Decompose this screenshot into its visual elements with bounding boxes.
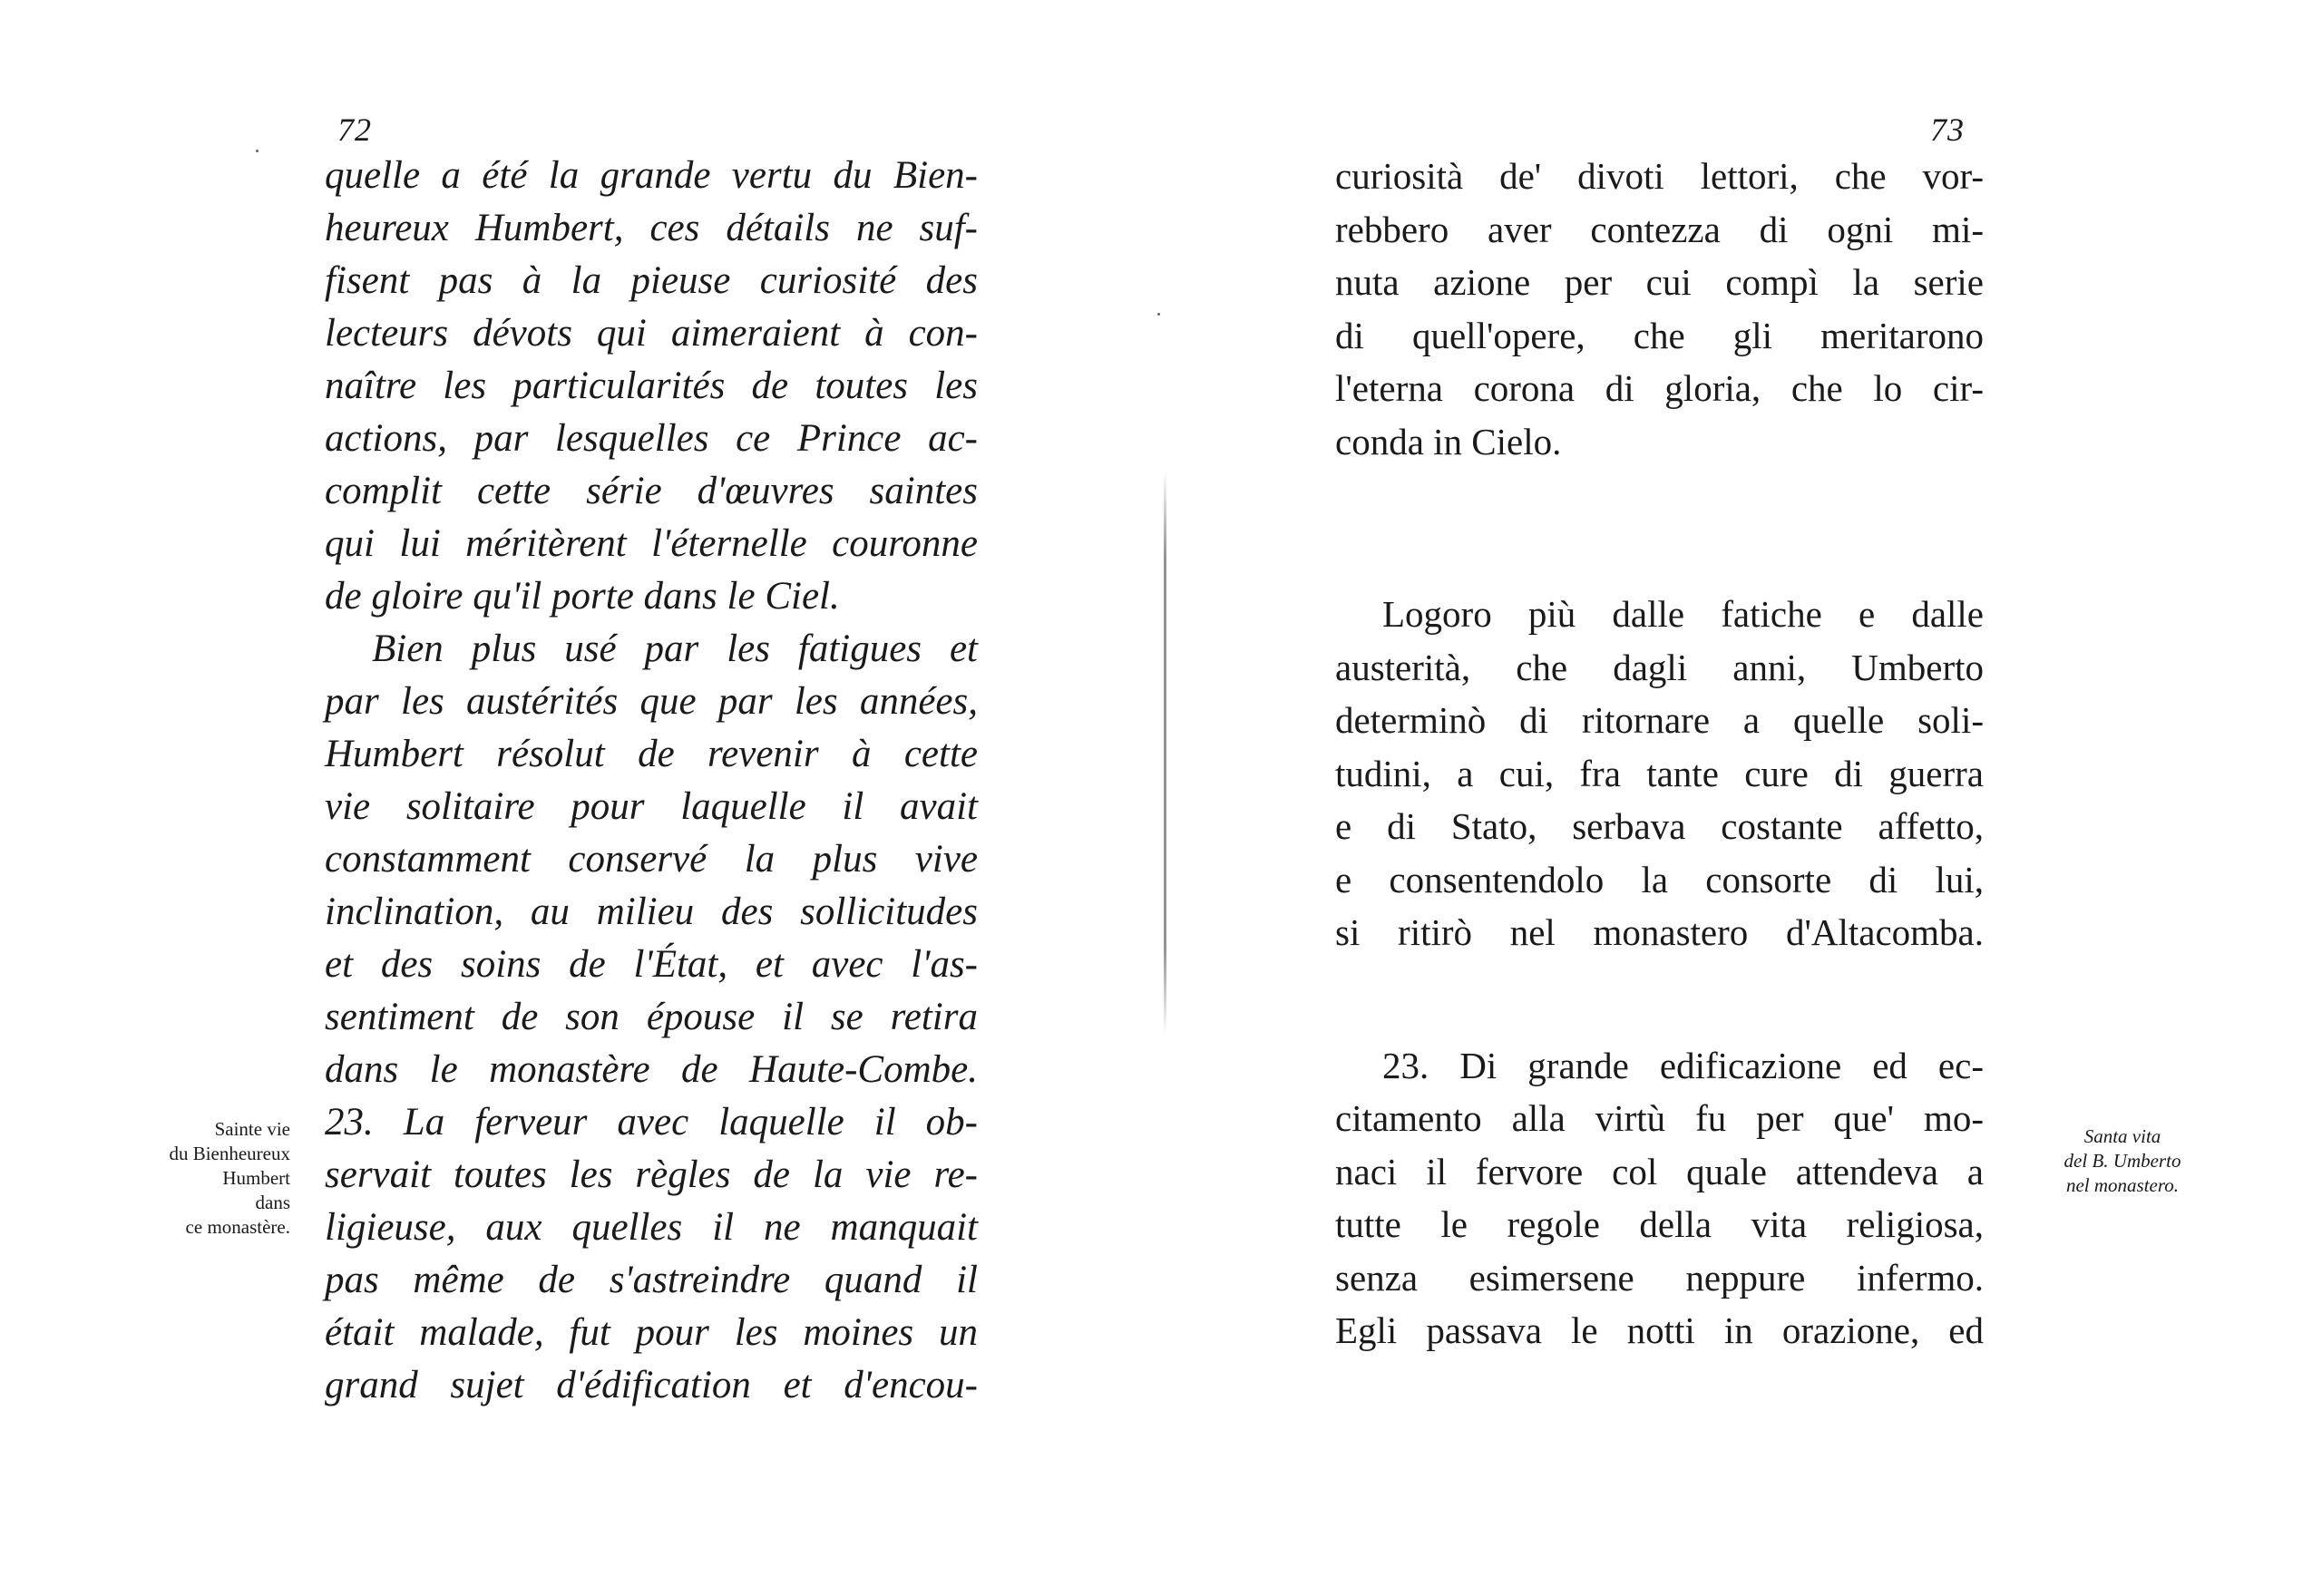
paragraph xyxy=(1335,588,1984,959)
text-line: Humbert résolut de revenir à cette xyxy=(325,733,978,775)
right-text-block xyxy=(1335,150,1984,1358)
text-line: si ritirò nel monastero d'Altacomba. xyxy=(1335,911,1984,953)
marginal-line: Santa vita xyxy=(2083,1125,2161,1147)
text-line: vie solitaire pour laquelle il avait xyxy=(325,785,978,828)
text-line: tutte le regole della vita religiosa, xyxy=(1335,1203,1984,1245)
page-number: 73 xyxy=(1930,112,1965,148)
marginal-line: nel monastero. xyxy=(2065,1174,2180,1196)
text-line: austerità, che dagli anni, Umberto xyxy=(1335,646,1984,688)
text-line: rebbero aver contezza di ogni mi- xyxy=(1335,208,1984,250)
text-line: servait toutes les règles de la vie re- xyxy=(325,1153,978,1196)
text-line: e di Stato, serbava costante affetto, xyxy=(1335,805,1984,847)
text-line: l'eterna corona di gloria, che lo cir- xyxy=(1335,367,1984,409)
text-line: naître les particularités de toutes les xyxy=(325,365,978,407)
marginal-line: Humbert xyxy=(222,1167,290,1189)
text-line: de gloire qu'il porte dans le Ciel. xyxy=(325,575,840,618)
paragraph-gap xyxy=(1335,468,1984,588)
left-text-block xyxy=(325,150,978,1412)
text-line: senza esimersene neppure infermo. xyxy=(1335,1256,1984,1299)
marginal-line: del B. Umberto xyxy=(2063,1150,2181,1172)
text-line: quelle a été la grande vertu du Bien- xyxy=(325,154,978,197)
text-line: curiosità de' divoti lettori, che vor- xyxy=(1335,155,1984,197)
marginal-note xyxy=(2014,1124,2231,1198)
text-line: sentiment de son épouse il se retira xyxy=(325,996,978,1038)
page-number: 72 xyxy=(337,112,372,148)
text-line: grand sujet d'édification et d'encou- xyxy=(325,1364,978,1406)
marginal-line: Sainte vie xyxy=(214,1118,290,1140)
text-line: et des soins de l'État, et avec l'as- xyxy=(325,943,978,986)
paragraph xyxy=(1335,1039,1984,1358)
text-line: complit cette série d'œuvres saintes xyxy=(325,470,978,512)
marginal-note xyxy=(73,1117,290,1240)
text-line: 23. La ferveur avec laquelle il ob- xyxy=(325,1101,978,1143)
text-line: naci il fervore col quale attendeva a xyxy=(1335,1150,1984,1192)
text-line: était malade, fut pour les moines un xyxy=(325,1311,978,1354)
text-line: determinò di ritornare a quelle soli- xyxy=(1335,699,1984,741)
text-line: di quell'opere, che gli meritarono xyxy=(1335,314,1984,356)
text-line: tudini, a cui, fra tante cure di guerra xyxy=(1335,752,1984,794)
text-line: constamment conservé la plus vive xyxy=(325,838,978,881)
text-line: dans le monastère de Haute-Combe. xyxy=(325,1048,978,1091)
marginal-line: du Bienheureux xyxy=(169,1143,290,1164)
text-line: par les austérités que par les années, xyxy=(325,680,978,723)
paragraph xyxy=(325,150,978,623)
text-line: actions, par lesquelles ce Prince ac- xyxy=(325,417,978,460)
text-line: pas même de s'astreindre quand il xyxy=(325,1259,978,1301)
text-line: ligieuse, aux quelles il ne manquait xyxy=(325,1206,978,1249)
paragraph xyxy=(325,623,978,1096)
text-line: fisent pas à la pieuse curiosité des xyxy=(325,259,978,302)
text-line: heureux Humbert, ces détails ne suf- xyxy=(325,207,978,249)
right-page xyxy=(1161,0,2322,1596)
paragraph xyxy=(325,1096,978,1412)
text-line: Bien plus usé par les fatigues et xyxy=(372,628,978,670)
text-line: lecteurs dévots qui aimeraient à con- xyxy=(325,312,978,355)
text-line: nuta azione per cui compì la serie xyxy=(1335,261,1984,303)
text-line: conda in Cielo. xyxy=(1335,420,1562,462)
marginal-line: dans xyxy=(255,1192,290,1213)
text-line: Logoro più dalle fatiche e dalle xyxy=(1382,593,1984,635)
marginal-line: ce monastère. xyxy=(185,1216,290,1238)
text-line: qui lui méritèrent l'éternelle couronne xyxy=(325,522,978,565)
text-line: inclination, au milieu des sollicitudes xyxy=(325,890,978,933)
paragraph xyxy=(1335,150,1984,468)
text-line: 23. Di grande edificazione ed ec- xyxy=(1382,1044,1984,1086)
paragraph-gap xyxy=(1335,959,1984,1039)
text-line: citamento alla virtù fu per que' mo- xyxy=(1335,1097,1984,1139)
text-line: e consentendolo la consorte di lui, xyxy=(1335,858,1984,900)
text-line: Egli passava le notti in orazione, ed xyxy=(1335,1309,1984,1351)
